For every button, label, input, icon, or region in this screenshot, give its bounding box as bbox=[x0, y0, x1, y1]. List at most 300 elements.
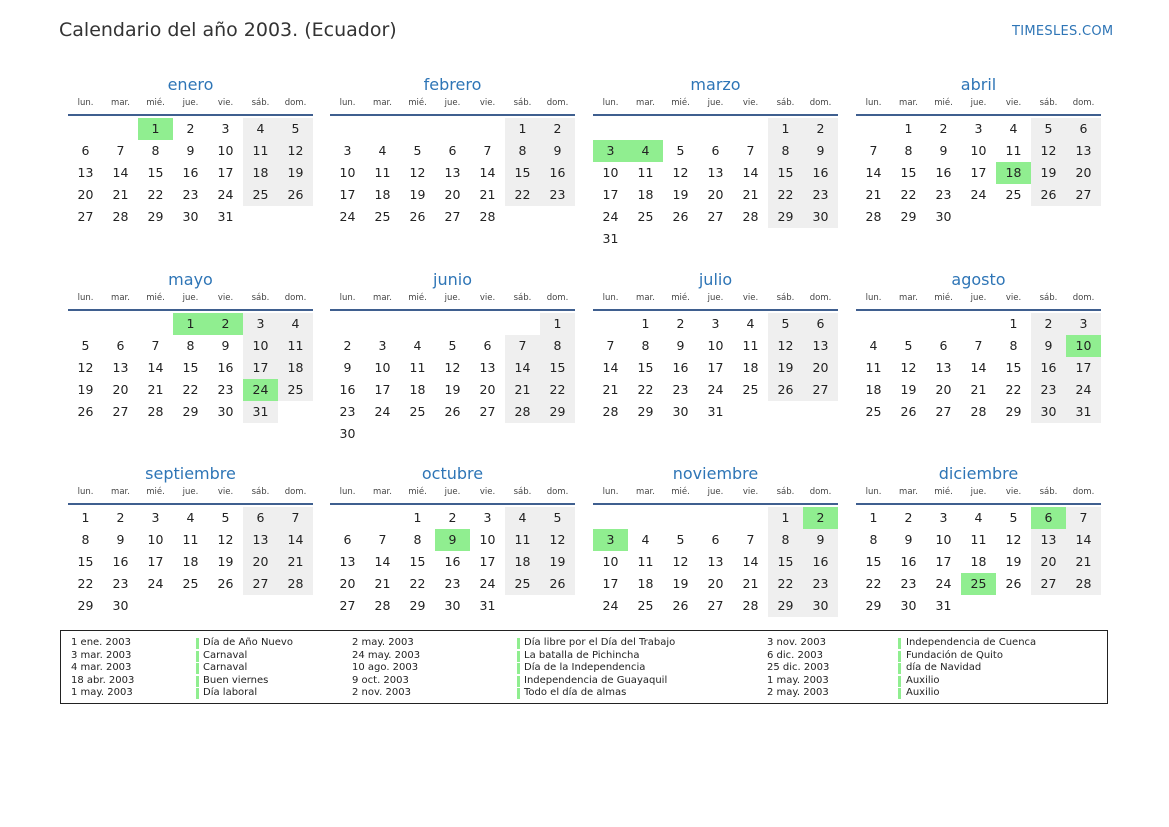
weekday-label: mié. bbox=[146, 293, 165, 303]
day-cell: 7 bbox=[974, 338, 983, 353]
legend-date: 9 oct. 2003 bbox=[352, 674, 409, 686]
day-cell: 30 bbox=[803, 595, 838, 617]
day-cell: 1 bbox=[904, 121, 913, 136]
day-cell: 22 bbox=[540, 379, 575, 401]
legend-color-marker bbox=[196, 663, 199, 674]
weekday-label: mié. bbox=[408, 293, 427, 303]
weekday-label: mar. bbox=[373, 487, 392, 497]
day-cell: 1 bbox=[768, 118, 803, 140]
day-cell: 5 bbox=[221, 510, 230, 525]
day-cell: 2 bbox=[676, 316, 685, 331]
day-cell: 24 bbox=[339, 209, 356, 224]
day-cell: 21 bbox=[374, 576, 391, 591]
day-cell: 23 bbox=[672, 382, 689, 397]
day-cell: 8 bbox=[81, 532, 90, 547]
day-cell: 11 bbox=[278, 335, 313, 357]
day-cell: 4 bbox=[505, 507, 540, 529]
day-cell: 22 bbox=[637, 382, 654, 397]
day-cell: 25 bbox=[182, 576, 199, 591]
day-cell: 7 bbox=[505, 335, 540, 357]
month-diciembre bbox=[856, 464, 1101, 644]
day-cell: 2 bbox=[939, 121, 948, 136]
legend-color-marker bbox=[517, 638, 520, 649]
day-cell: 5 bbox=[676, 532, 685, 547]
weekday-label: mar. bbox=[111, 293, 130, 303]
day-cell: 15 bbox=[540, 357, 575, 379]
month-name: noviembre bbox=[672, 464, 759, 483]
legend-date: 10 ago. 2003 bbox=[352, 662, 419, 673]
holiday-day: 2 bbox=[208, 313, 243, 335]
month-junio bbox=[330, 270, 575, 450]
day-cell: 9 bbox=[186, 143, 195, 158]
weekday-label: lun. bbox=[865, 293, 882, 303]
day-cell: 21 bbox=[742, 187, 759, 202]
brand-link[interactable]: TIMESLES.COM bbox=[1012, 24, 1114, 39]
legend-color-marker bbox=[196, 688, 199, 699]
day-cell: 5 bbox=[278, 118, 313, 140]
weekday-label: dom. bbox=[284, 487, 307, 497]
day-cell: 21 bbox=[479, 187, 496, 202]
day-cell: 12 bbox=[77, 360, 94, 375]
weekday-label: mar. bbox=[111, 487, 130, 497]
weekday-label: vie. bbox=[742, 98, 759, 108]
day-cell: 19 bbox=[540, 551, 575, 573]
day-cell: 23 bbox=[217, 382, 234, 397]
legend-holiday-name: La batalla de Pichincha bbox=[524, 649, 640, 661]
legend-date: 1 ene. 2003 bbox=[71, 637, 131, 648]
day-cell: 8 bbox=[151, 143, 160, 158]
day-cell: 20 bbox=[444, 187, 461, 202]
day-cell: 6 bbox=[711, 143, 720, 158]
month-name: abril bbox=[960, 75, 997, 94]
day-cell: 18 bbox=[243, 162, 278, 184]
day-cell: 11 bbox=[1005, 143, 1022, 158]
weekday-label: sáb. bbox=[513, 487, 532, 497]
day-cell: 27 bbox=[112, 404, 129, 419]
day-cell: 1 bbox=[540, 313, 575, 335]
day-cell: 8 bbox=[505, 140, 540, 162]
month-name: diciembre bbox=[938, 464, 1019, 483]
day-cell: 18 bbox=[970, 554, 987, 569]
day-cell: 12 bbox=[1005, 532, 1022, 547]
legend-holiday-name: Auxilio bbox=[906, 674, 940, 686]
weekday-label: jue. bbox=[707, 487, 724, 497]
day-cell: 12 bbox=[409, 165, 426, 180]
day-cell: 1 bbox=[768, 507, 803, 529]
day-cell: 23 bbox=[112, 576, 129, 591]
legend-holiday-name: Carnaval bbox=[203, 649, 248, 661]
day-cell: 23 bbox=[900, 576, 917, 591]
day-cell: 4 bbox=[378, 143, 387, 158]
day-cell: 14 bbox=[147, 360, 164, 375]
day-cell: 4 bbox=[278, 313, 313, 335]
legend-date: 6 dic. 2003 bbox=[767, 649, 823, 661]
day-cell: 17 bbox=[147, 554, 164, 569]
day-cell: 10 bbox=[374, 360, 391, 375]
day-cell: 6 bbox=[803, 313, 838, 335]
legend-holiday-name: Independencia de Cuenca bbox=[906, 637, 1037, 648]
legend-date: 18 abr. 2003 bbox=[71, 674, 135, 686]
day-cell: 10 bbox=[707, 338, 724, 353]
holiday-day: 2 bbox=[803, 507, 838, 529]
day-cell: 4 bbox=[186, 510, 195, 525]
day-cell: 11 bbox=[970, 532, 987, 547]
day-cell: 16 bbox=[182, 165, 199, 180]
weekday-label: vie. bbox=[1005, 98, 1022, 108]
day-cell: 28 bbox=[742, 209, 759, 224]
day-cell: 20 bbox=[1031, 551, 1066, 573]
day-cell: 7 bbox=[483, 143, 492, 158]
day-cell: 3 bbox=[243, 313, 278, 335]
day-cell: 15 bbox=[1005, 360, 1022, 375]
weekday-label: lun. bbox=[339, 98, 356, 108]
day-cell: 10 bbox=[147, 532, 164, 547]
day-cell: 17 bbox=[243, 357, 278, 379]
day-cell: 6 bbox=[343, 532, 352, 547]
day-cell: 13 bbox=[444, 165, 461, 180]
day-cell: 20 bbox=[707, 187, 724, 202]
legend-color-marker bbox=[898, 676, 901, 687]
page-title: Calendario del año 2003. (Ecuador) bbox=[59, 19, 397, 41]
legend-color-marker bbox=[196, 638, 199, 649]
day-cell: 25 bbox=[637, 598, 654, 613]
day-cell: 27 bbox=[77, 209, 94, 224]
day-cell: 19 bbox=[1005, 554, 1022, 569]
day-cell: 17 bbox=[374, 382, 391, 397]
day-cell: 13 bbox=[1066, 140, 1101, 162]
day-cell: 12 bbox=[444, 360, 461, 375]
day-cell: 5 bbox=[540, 507, 575, 529]
day-cell: 21 bbox=[505, 379, 540, 401]
holiday-day: 18 bbox=[996, 162, 1031, 184]
weekday-label: mié. bbox=[671, 487, 690, 497]
day-cell: 3 bbox=[343, 143, 352, 158]
weekday-label: jue. bbox=[182, 293, 199, 303]
day-cell: 16 bbox=[803, 162, 838, 184]
day-cell: 22 bbox=[77, 576, 94, 591]
day-cell: 31 bbox=[602, 231, 619, 246]
day-cell: 10 bbox=[243, 335, 278, 357]
day-cell: 24 bbox=[602, 209, 619, 224]
holiday-day: 25 bbox=[961, 573, 996, 595]
weekday-label: mié. bbox=[934, 98, 953, 108]
day-cell: 14 bbox=[278, 529, 313, 551]
day-cell: 16 bbox=[217, 360, 234, 375]
weekday-label: jue. bbox=[970, 293, 987, 303]
day-cell: 15 bbox=[147, 165, 164, 180]
day-cell: 30 bbox=[112, 598, 129, 613]
day-cell: 15 bbox=[409, 554, 426, 569]
day-cell: 22 bbox=[900, 187, 917, 202]
legend-date: 4 mar. 2003 bbox=[71, 662, 132, 673]
day-cell: 10 bbox=[602, 165, 619, 180]
day-cell: 21 bbox=[742, 576, 759, 591]
day-cell: 29 bbox=[768, 206, 803, 228]
weekday-label: mar. bbox=[636, 487, 655, 497]
day-cell: 23 bbox=[540, 184, 575, 206]
day-cell: 19 bbox=[672, 576, 689, 591]
weekday-label: vie. bbox=[217, 293, 234, 303]
month-marzo bbox=[593, 75, 838, 255]
holiday-day: 3 bbox=[593, 529, 628, 551]
day-cell: 3 bbox=[939, 510, 948, 525]
weekday-label: sáb. bbox=[251, 98, 270, 108]
day-cell: 27 bbox=[444, 209, 461, 224]
weekday-label: sáb. bbox=[513, 293, 532, 303]
day-cell: 25 bbox=[243, 184, 278, 206]
day-cell: 20 bbox=[339, 576, 356, 591]
weekday-label: jue. bbox=[444, 98, 461, 108]
weekday-label: dom. bbox=[284, 293, 307, 303]
day-cell: 27 bbox=[1031, 573, 1066, 595]
weekday-label: dom. bbox=[809, 293, 832, 303]
day-cell: 18 bbox=[865, 382, 882, 397]
day-cell: 4 bbox=[974, 510, 983, 525]
day-cell: 19 bbox=[444, 382, 461, 397]
day-cell: 29 bbox=[147, 209, 164, 224]
day-cell: 26 bbox=[672, 209, 689, 224]
legend-holiday-name: Auxilio bbox=[906, 687, 940, 698]
legend-holiday-name: Carnaval bbox=[203, 662, 248, 673]
day-cell: 3 bbox=[221, 121, 230, 136]
holiday-day: 9 bbox=[435, 529, 470, 551]
day-cell: 3 bbox=[974, 121, 983, 136]
weekday-label: mar. bbox=[373, 293, 392, 303]
month-divider bbox=[330, 114, 575, 116]
weekday-label: vie. bbox=[742, 293, 759, 303]
weekday-label: vie. bbox=[479, 293, 496, 303]
day-cell: 13 bbox=[479, 360, 496, 375]
weekday-label: lun. bbox=[77, 487, 94, 497]
day-cell: 23 bbox=[182, 187, 199, 202]
weekday-label: vie. bbox=[217, 487, 234, 497]
day-cell: 27 bbox=[803, 379, 838, 401]
day-cell: 18 bbox=[409, 382, 426, 397]
day-cell: 13 bbox=[707, 165, 724, 180]
day-cell: 5 bbox=[768, 313, 803, 335]
weekday-label: dom. bbox=[1072, 487, 1095, 497]
day-cell: 13 bbox=[339, 554, 356, 569]
month-divider bbox=[330, 309, 575, 311]
legend-date: 1 may. 2003 bbox=[71, 687, 133, 698]
day-cell: 16 bbox=[900, 554, 917, 569]
day-cell: 5 bbox=[1009, 510, 1018, 525]
day-cell: 6 bbox=[448, 143, 457, 158]
day-cell: 1 bbox=[869, 510, 878, 525]
weekday-label: lun. bbox=[339, 487, 356, 497]
day-cell: 24 bbox=[935, 576, 952, 591]
day-cell: 11 bbox=[742, 338, 759, 353]
day-cell: 11 bbox=[637, 165, 654, 180]
day-cell: 28 bbox=[1066, 573, 1101, 595]
weekday-label: mié. bbox=[408, 487, 427, 497]
day-cell: 21 bbox=[278, 551, 313, 573]
day-cell: 2 bbox=[540, 118, 575, 140]
day-cell: 27 bbox=[707, 598, 724, 613]
day-cell: 25 bbox=[637, 209, 654, 224]
month-name: agosto bbox=[951, 270, 1006, 289]
day-cell: 8 bbox=[540, 335, 575, 357]
month-enero bbox=[68, 75, 313, 255]
legend-date: 25 dic. 2003 bbox=[767, 662, 830, 673]
weekday-label: lun. bbox=[602, 293, 619, 303]
day-cell: 9 bbox=[221, 338, 230, 353]
day-cell: 23 bbox=[935, 187, 952, 202]
day-cell: 26 bbox=[540, 573, 575, 595]
weekday-label: jue. bbox=[182, 487, 199, 497]
month-name: marzo bbox=[690, 75, 741, 94]
day-cell: 14 bbox=[505, 357, 540, 379]
holiday-legend bbox=[60, 630, 1108, 704]
day-cell: 6 bbox=[243, 507, 278, 529]
day-cell: 22 bbox=[1005, 382, 1022, 397]
weekday-label: sáb. bbox=[251, 293, 270, 303]
day-cell: 14 bbox=[970, 360, 987, 375]
month-name: septiembre bbox=[145, 464, 236, 483]
day-cell: 10 bbox=[217, 143, 234, 158]
weekday-label: lun. bbox=[602, 487, 619, 497]
day-cell: 30 bbox=[900, 598, 917, 613]
day-cell: 1 bbox=[1009, 316, 1018, 331]
weekday-label: sáb. bbox=[776, 487, 795, 497]
month-noviembre bbox=[593, 464, 838, 644]
day-cell: 19 bbox=[672, 187, 689, 202]
day-cell: 17 bbox=[602, 187, 619, 202]
day-cell: 29 bbox=[77, 598, 94, 613]
day-cell: 22 bbox=[768, 573, 803, 595]
day-cell: 26 bbox=[768, 379, 803, 401]
weekday-label: sáb. bbox=[1039, 487, 1058, 497]
day-cell: 15 bbox=[900, 165, 917, 180]
day-cell: 8 bbox=[413, 532, 422, 547]
day-cell: 6 bbox=[939, 338, 948, 353]
day-cell: 30 bbox=[935, 209, 952, 224]
day-cell: 5 bbox=[81, 338, 90, 353]
weekday-label: vie. bbox=[1005, 293, 1022, 303]
day-cell: 20 bbox=[77, 187, 94, 202]
weekday-label: dom. bbox=[809, 487, 832, 497]
day-cell: 19 bbox=[217, 554, 234, 569]
weekday-label: sáb. bbox=[1039, 98, 1058, 108]
day-cell: 23 bbox=[803, 573, 838, 595]
day-cell: 22 bbox=[505, 184, 540, 206]
day-cell: 2 bbox=[186, 121, 195, 136]
day-cell: 28 bbox=[278, 573, 313, 595]
day-cell: 6 bbox=[1066, 118, 1101, 140]
day-cell: 29 bbox=[768, 595, 803, 617]
day-cell: 6 bbox=[81, 143, 90, 158]
day-cell: 13 bbox=[112, 360, 129, 375]
day-cell: 18 bbox=[637, 187, 654, 202]
legend-holiday-name: Fundación de Quito bbox=[906, 649, 1003, 661]
month-febrero bbox=[330, 75, 575, 255]
day-cell: 16 bbox=[672, 360, 689, 375]
day-cell: 31 bbox=[217, 209, 234, 224]
month-name: junio bbox=[433, 270, 472, 289]
day-cell: 31 bbox=[1066, 401, 1101, 423]
weekday-label: dom. bbox=[284, 98, 307, 108]
day-cell: 17 bbox=[602, 576, 619, 591]
legend-color-marker bbox=[517, 688, 520, 699]
day-cell: 11 bbox=[865, 360, 882, 375]
day-cell: 3 bbox=[711, 316, 720, 331]
day-cell: 26 bbox=[444, 404, 461, 419]
day-cell: 11 bbox=[505, 529, 540, 551]
day-cell: 3 bbox=[1066, 313, 1101, 335]
day-cell: 4 bbox=[1009, 121, 1018, 136]
weekday-label: mar. bbox=[373, 98, 392, 108]
day-cell: 3 bbox=[483, 510, 492, 525]
day-cell: 21 bbox=[865, 187, 882, 202]
weekday-label: vie. bbox=[1005, 487, 1022, 497]
day-cell: 15 bbox=[637, 360, 654, 375]
day-cell: 16 bbox=[935, 165, 952, 180]
weekday-label: mar. bbox=[636, 98, 655, 108]
day-cell: 6 bbox=[483, 338, 492, 353]
day-cell: 17 bbox=[339, 187, 356, 202]
day-cell: 1 bbox=[413, 510, 422, 525]
day-cell: 22 bbox=[182, 382, 199, 397]
day-cell: 30 bbox=[803, 206, 838, 228]
day-cell: 17 bbox=[1066, 357, 1101, 379]
day-cell: 20 bbox=[707, 576, 724, 591]
day-cell: 4 bbox=[243, 118, 278, 140]
day-cell: 9 bbox=[1031, 335, 1066, 357]
day-cell: 15 bbox=[77, 554, 94, 569]
day-cell: 25 bbox=[1005, 187, 1022, 202]
day-cell: 18 bbox=[637, 576, 654, 591]
legend-color-marker bbox=[898, 651, 901, 662]
day-cell: 16 bbox=[112, 554, 129, 569]
day-cell: 20 bbox=[803, 357, 838, 379]
legend-date: 3 nov. 2003 bbox=[767, 637, 826, 648]
day-cell: 14 bbox=[602, 360, 619, 375]
month-divider bbox=[856, 503, 1101, 505]
holiday-day: 24 bbox=[243, 379, 278, 401]
weekday-label: lun. bbox=[77, 293, 94, 303]
day-cell: 24 bbox=[707, 382, 724, 397]
day-cell: 16 bbox=[444, 554, 461, 569]
day-cell: 5 bbox=[904, 338, 913, 353]
weekday-label: mar. bbox=[111, 98, 130, 108]
day-cell: 9 bbox=[904, 532, 913, 547]
day-cell: 27 bbox=[479, 404, 496, 419]
day-cell: 5 bbox=[413, 143, 422, 158]
day-cell: 26 bbox=[900, 404, 917, 419]
day-cell: 15 bbox=[768, 551, 803, 573]
weekday-label: jue. bbox=[444, 487, 461, 497]
weekday-label: jue. bbox=[444, 293, 461, 303]
day-cell: 9 bbox=[803, 140, 838, 162]
month-octubre bbox=[330, 464, 575, 644]
legend-color-marker bbox=[517, 663, 520, 674]
month-divider bbox=[68, 503, 313, 505]
weekday-label: sáb. bbox=[776, 293, 795, 303]
day-cell: 26 bbox=[672, 598, 689, 613]
day-cell: 7 bbox=[746, 532, 755, 547]
weekday-label: mié. bbox=[146, 487, 165, 497]
day-cell: 28 bbox=[505, 401, 540, 423]
day-cell: 30 bbox=[444, 598, 461, 613]
month-name: febrero bbox=[423, 75, 482, 94]
holiday-day: 6 bbox=[1031, 507, 1066, 529]
day-cell: 25 bbox=[865, 404, 882, 419]
day-cell: 24 bbox=[374, 404, 391, 419]
day-cell: 23 bbox=[339, 404, 356, 419]
day-cell: 31 bbox=[707, 404, 724, 419]
day-cell: 19 bbox=[768, 357, 803, 379]
day-cell: 28 bbox=[970, 404, 987, 419]
